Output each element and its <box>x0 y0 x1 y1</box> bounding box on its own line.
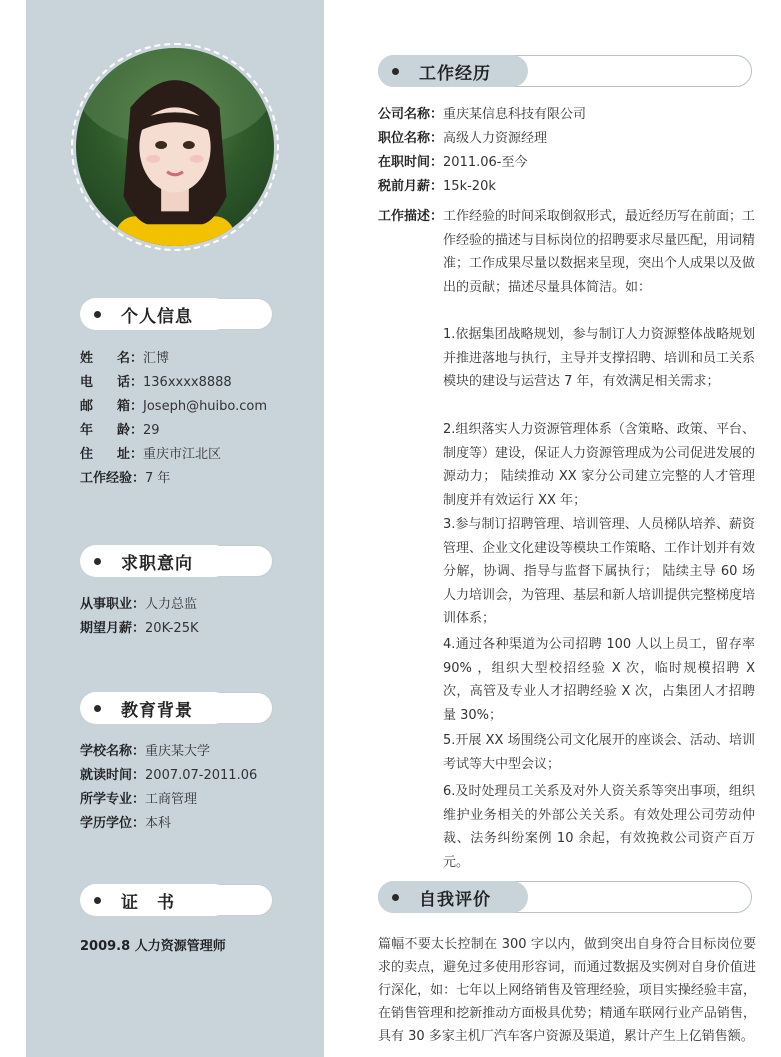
salary-row: 期望月薪 ： 20K-25K <box>80 617 199 641</box>
school-value: 重庆某大学 <box>145 744 211 759</box>
duty-item: 3.参与制订招聘管理、培训管理、人员梯队培养、薪资管理、企业文化建设等模块工作策略、工作计划并有效分解，协调、指导与监督下属执行； 陆续主导 60 场人力培训会，为管理、基层和新人培训提供完整梯度培训体系； <box>443 517 756 626</box>
duty-item: 1.依据集团战略规划，参与制订人力资源整体战略规划并推进落地与执行，主导并支撑招聘、培训和员工关系模块的建设与运营达 7 年，有效满足相关需求； <box>443 327 756 389</box>
bullet-icon <box>94 897 101 904</box>
portrait-illustration <box>76 48 274 246</box>
company-row: 公司名称：重庆某信息科技有限公司 <box>378 107 587 122</box>
section-header-experience <box>378 55 752 87</box>
section-header-self-eval <box>378 881 752 913</box>
section-header-intention <box>80 545 273 577</box>
age-row: 年 龄 ： 29 <box>80 419 267 443</box>
position-row: 职位名称：高级人力资源经理 <box>378 131 548 146</box>
major-row: 所学专业 ： 工商管理 <box>80 788 257 812</box>
tenure-row: 在职时间：2011.06-至今 <box>378 155 528 170</box>
name-value: 汇博 <box>143 351 170 366</box>
section-header-certificate <box>80 884 273 916</box>
bullet-icon <box>94 558 101 565</box>
email-row: 邮 箱 ： Joseph@huibo.com <box>80 395 267 419</box>
duty-item: 6.及时处理员工关系及对外人资关系等突出事项，组织维护业务相关的外部公关关系。有效处理公司劳动仲裁、法务纠纷案例 10 余起，有效挽救公司资产百万元。 <box>443 784 755 870</box>
job-intention <box>80 593 199 641</box>
address-row: 住 址 ： 重庆市江北区 <box>80 443 267 467</box>
job-row: 从事职业 ： 人力总监 <box>80 593 199 617</box>
email-value: Joseph@huibo.com <box>143 399 268 414</box>
phone-row: 电 话 ： 136xxxx8888 <box>80 371 267 395</box>
position-value: 高级人力资源经理 <box>443 131 548 146</box>
address-value: 重庆市江北区 <box>143 447 222 462</box>
section-title: 工作经历 <box>419 63 491 84</box>
section-title: 求职意向 <box>121 553 193 574</box>
experience-row: 工作经验 ： 7 年 <box>80 467 267 491</box>
period-row: 就读时间 ： 2007.07-2011.06 <box>80 764 257 788</box>
duty-item: 4.通过各种渠道为公司招聘 100 人以上员工，留存率 90% ，组织大型校招经验 X 次，临时规模招聘 X 次，高管及专业人才招聘经验 X 次，占集团人才招聘量 30%； <box>443 637 755 723</box>
work-salary-value: 15k-20k <box>443 179 496 194</box>
tenure-value: 2011.06-至今 <box>443 155 528 170</box>
school-row: 学校名称 ： 重庆某大学 <box>80 740 257 764</box>
name-row: 姓 名 ： 汇博 <box>80 347 267 371</box>
degree-value: 本科 <box>145 816 172 831</box>
certificate-item: 2009.8 人力资源管理师 <box>80 939 226 954</box>
self-evaluation-text: 篇幅不要太长控制在 300 字以内，做到突出自身符合目标岗位要求的卖点，避免过多使用形容词，而通过数据及实例对自身价值进行深化，如：七年以上网络销售及管理经验，项目实操经验丰富，在销售管理和挖新推动方面极具优势；精通车联网行业产品销售，具有 30 多家主机厂汽车客户资源及渠道，累计产生上亿销售额。 <box>378 937 756 1044</box>
phone-value: 136xxxx8888 <box>143 375 232 390</box>
bullet-icon <box>392 894 399 901</box>
major-value: 工商管理 <box>145 792 198 807</box>
section-header-personal <box>80 298 273 330</box>
duty-item: 2.组织落实人力资源管理体系（含策略、政策、平台、制度等）建设，保证人力资源管理成为公司促进发展的源动力； 陆续推动 XX 家分公司建立完整的人才管理制度并有效运行 XX 年； <box>443 422 756 508</box>
work-info <box>378 103 586 199</box>
personal-info <box>80 347 267 491</box>
bullet-icon <box>392 68 399 75</box>
section-title: 证 书 <box>121 892 175 913</box>
section-header-education <box>80 692 273 724</box>
avatar <box>76 48 274 246</box>
profile-photo-frame <box>71 43 279 251</box>
bullet-icon <box>94 311 101 318</box>
salary-value: 20K-25K <box>145 621 199 636</box>
bullet-icon <box>94 705 101 712</box>
work-description: 工作描述： 工作经验的时间采取倒叙形式，最近经历写在前面；工作经验的描述与目标岗位的招聘要求尽量匹配，用词精准；工作成果尽量以数据来呈现，突出个人成果以及做出的贡献；描述尽量具体简洁。如： <box>378 205 756 299</box>
age-value: 29 <box>143 423 160 438</box>
work-description-text: 工作经验的时间采取倒叙形式，最近经历写在前面；工作经验的描述与目标岗位的招聘要求尽量匹配，用词精准；工作成果尽量以数据来呈现，突出个人成果以及做出的贡献；描述尽量具体简洁。如： <box>443 209 756 295</box>
experience-value: 7 年 <box>145 471 171 486</box>
job-value: 人力总监 <box>145 597 198 612</box>
degree-row: 学历学位 ： 本科 <box>80 812 257 836</box>
period-value: 2007.07-2011.06 <box>145 768 258 783</box>
duty-item: 5.开展 XX 场围绕公司文化展开的座谈会、活动、培训考试等大中型会议； <box>443 733 755 772</box>
work-salary-row: 税前月薪：15k-20k <box>378 179 496 194</box>
education-info <box>80 740 257 836</box>
section-title: 个人信息 <box>121 306 193 327</box>
section-title: 教育背景 <box>121 700 193 721</box>
company-value: 重庆某信息科技有限公司 <box>443 107 587 122</box>
section-title: 自我评价 <box>419 889 491 910</box>
